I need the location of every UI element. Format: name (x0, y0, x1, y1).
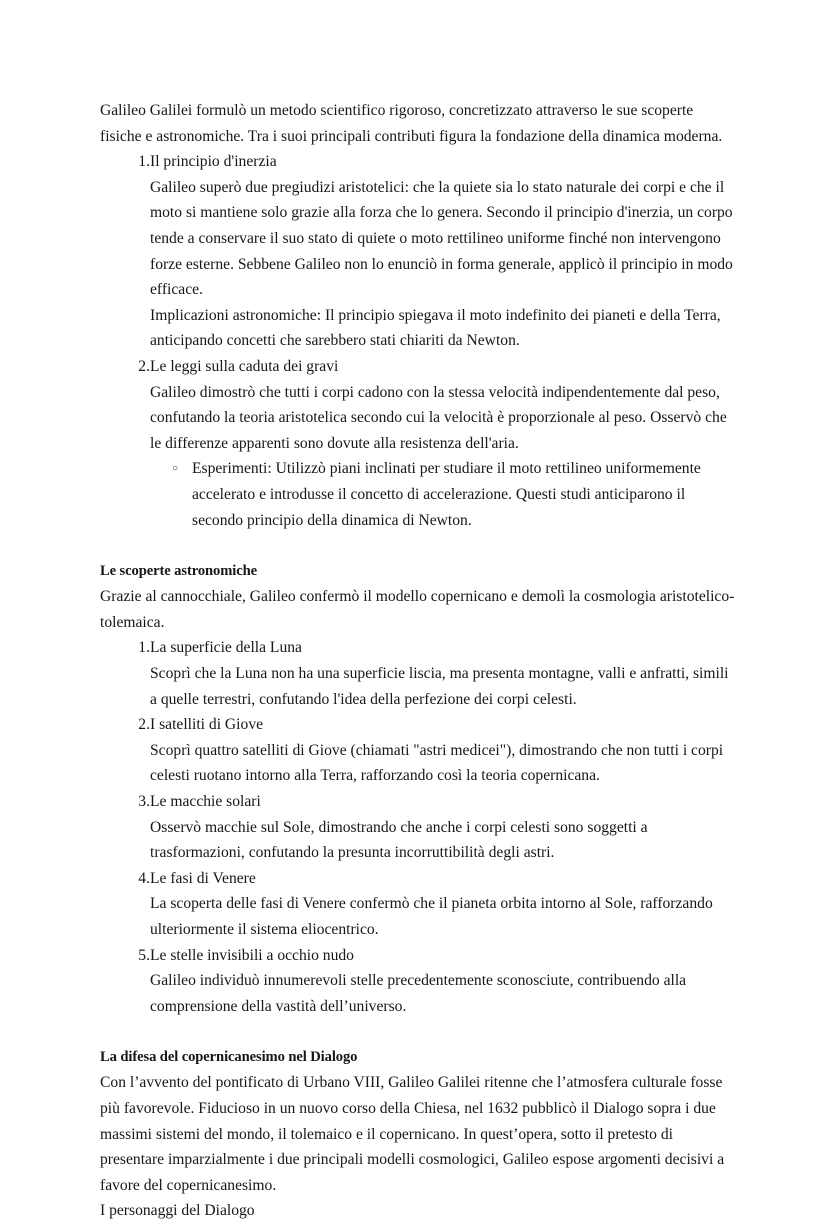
circle-marker-icon: ○ (172, 463, 179, 475)
section-spacer (100, 533, 736, 559)
list-item-title: Il principio d'inerzia (150, 153, 277, 171)
list-item-body: Osservò macchie sul Sole, dimostrando che anche i corpi celesti sono soggetti a trasformazioni, confutando la presunta incorruttibilità degli astri. (150, 818, 648, 862)
list-item (100, 866, 736, 943)
dialogo-section-heading: La difesa del copernicanesimo nel Dialogo (100, 1048, 358, 1065)
astronomy-section-heading: Le scoperte astronomiche (100, 562, 258, 579)
list-item (100, 635, 736, 712)
astronomy-list (100, 635, 736, 1019)
list-item (100, 149, 736, 354)
list-item-title: I satelliti di Giove (150, 716, 264, 734)
list-item-title: Le fasi di Venere (150, 869, 256, 887)
astronomy-intro-paragraph: Grazie al cannocchiale, Galileo confermò il modello copernicano e demolì la cosmologia aristotelico-tolemaica. (100, 588, 735, 631)
list-item-body: Galileo dimostrò che tutti i corpi cadono con la stessa velocità indipendentemente dal peso, confutando la teoria aristotelica secondo cui la velocità è proporzionale al peso. Osservò che le differenze apparenti sono dovute alla resistenza dell'aria. (150, 383, 727, 452)
dynamics-list (100, 149, 736, 533)
sub-list-item (150, 456, 736, 533)
list-item-body: Scoprì quattro satelliti di Giove (chiamati "astri medicei"), dimostrando che non tutti i corpi celesti ruotano intorno alla Terra, rafforzando così la teoria copernicana. (150, 741, 724, 785)
list-marker: 1. (138, 639, 150, 657)
list-item-title: Le leggi sulla caduta dei gravi (150, 357, 339, 375)
list-item (100, 789, 736, 866)
sub-list (150, 456, 736, 533)
list-item-title: Le stelle invisibili a occhio nudo (150, 946, 354, 964)
list-item (100, 354, 736, 533)
list-item-title: Le macchie solari (150, 792, 261, 810)
list-item-body: Scoprì che la Luna non ha una superficie liscia, ma presenta montagne, valli e anfratti, simili a quelle terrestri, confutando l'idea della perfezione dei corpi celesti. (150, 664, 729, 708)
list-item-title: La superficie della Luna (150, 639, 302, 657)
list-item (100, 943, 736, 1020)
list-marker: 4. (138, 869, 150, 887)
list-marker: 2. (138, 716, 150, 734)
section-spacer (100, 1019, 736, 1045)
list-marker: 2. (138, 357, 150, 375)
list-item-body: La scoperta delle fasi di Venere confermò che il pianeta orbita intorno al Sole, rafforzando ulteriormente il sistema eliocentrico. (150, 895, 713, 938)
list-item-body: Implicazioni astronomiche: Il principio spiegava il moto indefinito dei pianeti e della Terra, anticipando concetti che sarebbero stati chiariti da Newton. (150, 306, 721, 350)
list-item (100, 712, 736, 789)
sub-list-item-text: Esperimenti: Utilizzò piani inclinati per studiare il moto rettilineo uniformemente accelerato e introdusse il concetto di accelerazione. Questi studi anticiparono il secondo principio della dinamica di Newton. (192, 460, 701, 529)
list-marker: 1. (138, 153, 150, 171)
dialogo-paragraph: Con l’avvento del pontificato di Urbano VIII, Galileo Galilei ritenne che l’atmosfera culturale fosse più favorevole. Fiducioso in un nuovo corso della Chiesa, nel 1632 pubblicò il Dialogo sopra i due massimi sistemi del mondo, il tolemaico e il copernicano. In quest’opera, sotto il pretesto di presentare imparzialmente i due principali modelli cosmologici, Galileo espose argomenti decisivi a favore del copernicanesimo. (100, 1074, 725, 1194)
list-marker: 5. (138, 946, 150, 964)
list-item-body: Galileo individuò innumerevoli stelle precedentemente sconosciute, contribuendo alla comprensione della vastità dell’universo. (150, 972, 687, 1015)
list-item-body: Galileo superò due pregiudizi aristotelici: che la quiete sia lo stato naturale dei corpi e che il moto si mantiene solo grazie alla forza che lo genera. Secondo il principio d'inerzia, un corpo tende a conservare il suo stato di quiete o moto rettilineo uniforme finché non intervengono forze esterne. Sebbene Galileo non lo enunciò in forma generale, applicò il principio in modo efficace. (150, 178, 733, 299)
list-marker: 3. (138, 792, 150, 810)
dialogo-closing-line: I personaggi del Dialogo (100, 1202, 255, 1220)
intro-paragraph: Galileo Galilei formulò un metodo scientifico rigoroso, concretizzato attraverso le sue scoperte fisiche e astronomiche. Tra i suoi principali contributi figura la fondazione della dinamica moderna. (100, 102, 723, 145)
document-body (100, 98, 736, 1224)
